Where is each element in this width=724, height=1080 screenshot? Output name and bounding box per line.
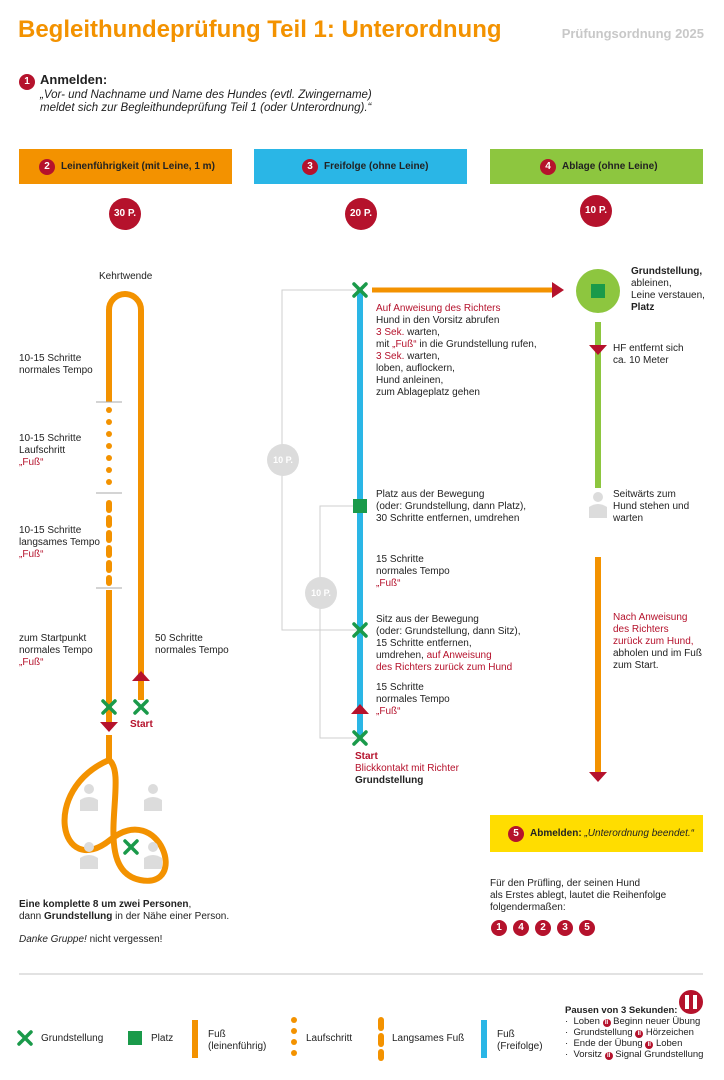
text: des Richters	[613, 624, 669, 635]
page-subtitle: Prüfungsordnung 2025	[561, 26, 704, 41]
text: Für den Prüfling, der seinen Hund	[490, 878, 641, 889]
anmelden-quote-line1: „Vor- und Nachname und Name des Hundes (evtl. Zwingername)	[40, 89, 372, 101]
text: Grundstellung,	[631, 266, 703, 277]
text: zum Start.	[613, 660, 659, 671]
label-ablage-grundstellung	[631, 266, 705, 314]
label-sitz-aus-bewegung	[376, 614, 521, 674]
points-badge-30: 30 P.	[109, 198, 141, 230]
pausen-list	[565, 1016, 703, 1060]
text: Fuß	[208, 1029, 226, 1040]
legend-laufschritt-icon	[291, 1017, 297, 1056]
arrow-down-icon	[589, 772, 607, 782]
text: 15 Schritte	[376, 682, 424, 693]
person-icons	[80, 784, 162, 869]
text: abholen und im Fuß	[613, 648, 702, 659]
anmelden-quote-line2: meldet sich zur Begleithundeprüfung Teil 1 (oder Unterordnung).“	[40, 102, 372, 114]
bracket-10p-2	[320, 506, 360, 738]
label-segment-langsam	[19, 525, 100, 561]
text: Laufschritt	[19, 445, 66, 456]
points-badge-10: 10 P.	[580, 195, 612, 227]
abmelden-box	[490, 815, 703, 852]
text: Platz	[631, 302, 655, 313]
step-badge-1: 1	[19, 74, 35, 90]
text: des Richters zurück zum Hund	[376, 662, 513, 673]
step-badge-2: 2	[39, 159, 55, 175]
label-freifolge-start	[355, 751, 459, 787]
legend-platz-icon	[128, 1031, 142, 1045]
text: normales Tempo	[376, 694, 450, 705]
legend-laufschritt-label: Laufschritt	[306, 1033, 353, 1044]
text: Loben	[573, 1016, 600, 1027]
text: Auf Anweisung des Richters	[376, 303, 501, 314]
text: normales Tempo	[376, 566, 450, 577]
points-badge-10-gray: 10 P.	[305, 577, 337, 609]
step-badge-3: 3	[302, 159, 318, 175]
grundstellung-x-icon	[125, 841, 137, 853]
text: „Fuß“	[19, 657, 44, 668]
text: (oder: Grundstellung, dann Platz),	[376, 501, 527, 512]
legend-fuss-leine-label	[208, 1029, 266, 1053]
text: Nach Anweisung	[613, 612, 688, 623]
platz-square-icon	[353, 499, 367, 513]
abmelden-label: Abmelden:	[530, 828, 582, 839]
label-hf-entfernt	[613, 343, 684, 367]
text: 10-15 Schritte	[19, 353, 82, 364]
person-icons	[589, 492, 607, 518]
grundstellung-x-icon	[135, 701, 147, 713]
section-label: Leinenführigkeit (mit Leine, 1 m)	[61, 161, 215, 172]
pause-icon	[679, 990, 703, 1014]
text: 30 Schritte entfernen, umdrehen	[376, 513, 520, 524]
order-badge: 3	[557, 920, 573, 936]
text: nicht vergessen!	[86, 934, 163, 945]
label-platz-aus-bewegung	[376, 489, 526, 525]
legend-fuss-frei-label	[497, 1029, 543, 1053]
label-start: Start	[130, 719, 153, 730]
text: Danke Gruppe!	[19, 934, 87, 945]
platz-square-icon	[591, 284, 605, 298]
text: warten,	[404, 351, 440, 362]
arrow-down-icon	[100, 722, 118, 732]
text: Grundstellung	[573, 1027, 633, 1038]
label-segment-zum-startpunkt	[19, 633, 93, 669]
text: ca. 10 Meter	[613, 355, 669, 366]
label-reihenfolge	[490, 878, 666, 914]
text: (Freifolge)	[497, 1041, 543, 1052]
text: auf Anweisung	[426, 650, 492, 661]
text: 15 Schritte	[376, 554, 424, 565]
text: Sitz aus der Bewegung	[376, 614, 479, 625]
path-kehrtwende	[109, 294, 141, 310]
label-fifteen-steps-1	[376, 554, 450, 590]
text: Signal Grundstellung	[615, 1049, 704, 1060]
label-fifty-steps	[155, 633, 229, 657]
legend-grundstellung-label: Grundstellung	[41, 1033, 104, 1044]
text: Hörzeichen	[645, 1027, 694, 1038]
text: „Fuß“	[392, 339, 417, 350]
text: 10-15 Schritte	[19, 433, 82, 444]
order-badge: 1	[491, 920, 507, 936]
text: umdrehen,	[376, 650, 427, 661]
text: 3 Sek.	[376, 351, 405, 362]
label-segment-laufschritt	[19, 433, 81, 469]
text: Fuß	[497, 1029, 515, 1040]
label-figure-eight	[19, 899, 229, 923]
text: in die Grundstellung rufen,	[416, 339, 537, 350]
text: 50 Schritte	[155, 633, 203, 644]
text: 3 Sek.	[376, 327, 405, 338]
text: Grundstellung	[355, 775, 424, 786]
text: „Fuß“	[19, 457, 44, 468]
text: Blickkontakt mit Richter	[355, 763, 459, 774]
text: ableinen,	[631, 278, 672, 289]
text: „Fuß“	[19, 549, 44, 560]
pause-row: · Ende der Übung II Loben	[565, 1038, 683, 1049]
text: Platz aus der Bewegung	[376, 489, 485, 500]
text: warten	[613, 513, 644, 524]
text: dann	[19, 911, 45, 922]
abmelden-quote: „Unterordnung beendet.“	[581, 828, 694, 839]
section-label: Freifolge (ohne Leine)	[324, 161, 429, 172]
text: Ende der Übung	[573, 1038, 643, 1049]
step-badge-4: 4	[540, 159, 556, 175]
pause-row: · Vorsitz II Signal Grundstellung	[565, 1049, 704, 1060]
text: normales Tempo	[19, 645, 93, 656]
text: warten,	[404, 327, 440, 338]
label-segment-normal	[19, 353, 93, 377]
path-laufschritt	[106, 407, 112, 485]
text: „Fuß“	[376, 578, 401, 589]
text: mit	[376, 339, 393, 350]
text: zum Ablageplatz gehen	[376, 387, 480, 398]
text: Start	[355, 751, 378, 762]
pause-row: · Loben II Beginn neuer Übung	[565, 1016, 701, 1027]
arrow-down-icon	[589, 345, 607, 355]
label-kehrtwende: Kehrtwende	[99, 271, 153, 282]
text: zum Startpunkt	[19, 633, 87, 644]
label-fifteen-steps-2	[376, 682, 450, 718]
arrow-right-icon	[552, 282, 564, 298]
text: Hund in den Vorsitz abrufen	[376, 315, 500, 326]
text: HF entfernt sich	[613, 343, 684, 354]
text: ,	[188, 899, 192, 910]
legend-platz-label: Platz	[151, 1033, 174, 1044]
text: Seitwärts zum	[613, 489, 676, 500]
text: Vorsitz	[573, 1049, 602, 1060]
text: „Fuß“	[376, 706, 401, 717]
text: Grundstellung	[44, 911, 113, 922]
arrow-up-icon	[132, 671, 150, 681]
page-title: Begleithundeprüfung Teil 1: Unterordnung	[18, 16, 502, 43]
text: 10-15 Schritte	[19, 525, 82, 536]
legend-grundstellung-icon	[19, 1032, 31, 1044]
text: Hund stehen und	[613, 501, 690, 512]
text: Loben	[655, 1038, 683, 1049]
order-badge: 2	[535, 920, 551, 936]
text: zurück zum Hund,	[613, 636, 694, 647]
label-danke	[19, 934, 162, 946]
order-badge: 5	[579, 920, 595, 936]
text: Beginn neuer Übung	[613, 1016, 701, 1027]
text: langsames Tempo	[19, 537, 100, 548]
text: Leine verstauen,	[631, 290, 705, 301]
text: normales Tempo	[155, 645, 229, 656]
text: (leinenführig)	[208, 1041, 267, 1052]
points-badge-10-gray: 10 P.	[267, 444, 299, 476]
section-label: Ablage (ohne Leine)	[562, 161, 658, 172]
step-badge-5: 5	[508, 826, 524, 842]
legend-langsam-label: Langsames Fuß	[392, 1033, 465, 1044]
arrow-up-icon	[351, 704, 369, 714]
text: normales Tempo	[19, 365, 93, 376]
label-seitwaerts	[613, 489, 689, 525]
order-badge: 4	[513, 920, 529, 936]
pausen-title: Pausen von 3 Sekunden:	[565, 1005, 678, 1016]
label-freifolge-step1	[376, 303, 537, 399]
pause-row: · Grundstellung II Hörzeichen	[565, 1027, 694, 1038]
text: in der Nähe einer Person.	[112, 911, 230, 922]
text: (oder: Grundstellung, dann Sitz),	[376, 626, 521, 637]
anmelden-label: Anmelden:	[40, 72, 108, 87]
text: als Erstes ablegt, lautet die Reihenfolge	[490, 890, 667, 901]
text: loben, auflockern,	[376, 363, 455, 374]
label-nach-anweisung	[613, 612, 702, 672]
points-badge-20: 20 P.	[345, 198, 377, 230]
text: Hund anleinen,	[376, 375, 444, 386]
text: 15 Schritte entfernen,	[376, 638, 472, 649]
text: folgendermaßen:	[490, 902, 566, 913]
text: Eine komplette 8 um zwei Personen	[19, 899, 189, 910]
